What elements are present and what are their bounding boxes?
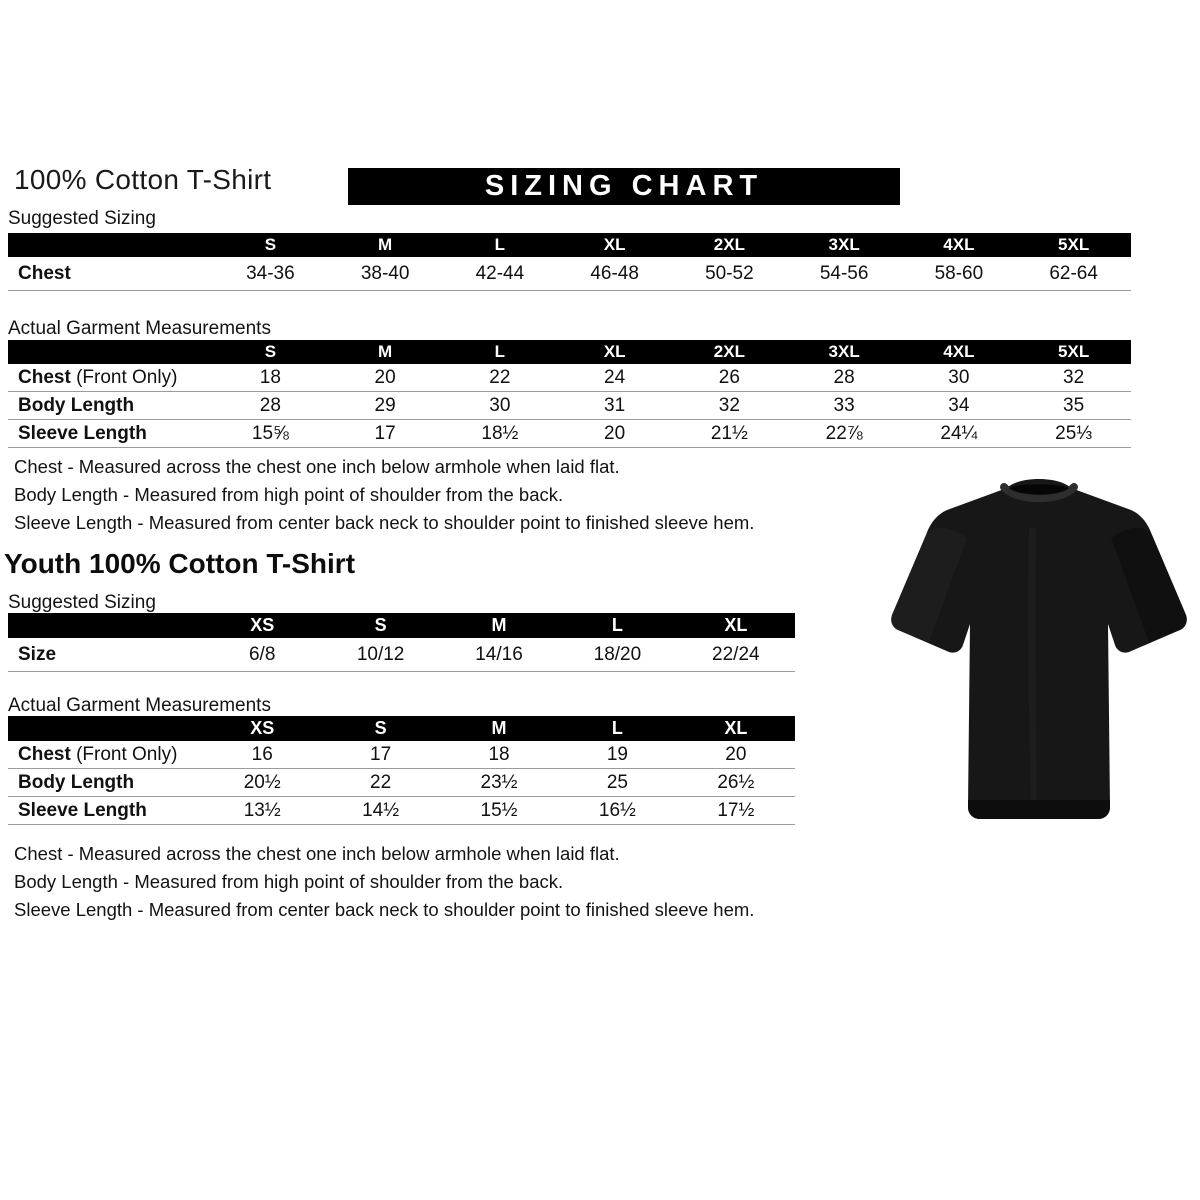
black-tshirt-image — [878, 468, 1200, 836]
value-cell: 18 — [259, 366, 281, 388]
value-cell: 17½ — [717, 799, 755, 821]
header-cell: 5XL — [1058, 235, 1090, 254]
value-cell: 31 — [604, 394, 626, 416]
value-cell: 17 — [370, 743, 392, 765]
value-cell: 30 — [489, 394, 511, 416]
youth-actual-label: Actual Garment Measurements — [8, 695, 271, 716]
header-cell: S — [374, 615, 387, 635]
table-row — [8, 257, 1131, 291]
table-row — [8, 420, 1131, 448]
row-label: Body Length — [18, 394, 135, 416]
row-label-cell — [8, 367, 213, 389]
row-label-cell — [8, 395, 213, 417]
value-cell: 15½ — [480, 799, 518, 821]
row-label: Sleeve Length — [18, 799, 147, 821]
header-cell: L — [611, 718, 623, 738]
header-cell: 3XL — [828, 235, 860, 254]
table-header-row — [8, 233, 1131, 257]
adult-note-chest: Chest - Measured across the chest one inch below armhole when laid flat. — [14, 456, 620, 477]
value-cell: 38-40 — [360, 262, 410, 284]
value-cell: 10/12 — [356, 643, 405, 665]
value-cell: 20 — [725, 743, 747, 765]
value-cell: 19 — [606, 743, 628, 765]
youth-actual-table — [8, 716, 795, 825]
value-cell: 26 — [718, 366, 740, 388]
table-row — [8, 364, 1131, 392]
value-cell: 35 — [1063, 394, 1085, 416]
header-cell: S — [264, 235, 277, 254]
adult-actual-table — [8, 340, 1131, 448]
table-header-row — [8, 716, 795, 741]
value-cell: 25 — [606, 771, 628, 793]
header-cell: M — [378, 342, 393, 361]
header-cell: 2XL — [713, 342, 745, 361]
value-cell: 54-56 — [819, 262, 869, 284]
value-cell: 50-52 — [705, 262, 754, 284]
value-cell: 15⅝ — [251, 422, 289, 444]
value-cell: 22 — [489, 366, 511, 388]
value-cell: 25⅓ — [1055, 422, 1093, 444]
row-label-cell — [8, 800, 203, 822]
table-row — [8, 769, 795, 797]
value-cell: 20 — [604, 422, 626, 444]
row-label-suffix: (Front Only) — [70, 743, 178, 765]
value-cell: 16 — [251, 743, 273, 765]
header-cell: 4XL — [943, 235, 975, 254]
header-cell: S — [264, 342, 277, 361]
row-label: Body Length — [18, 771, 135, 793]
table-header-row — [8, 340, 1131, 364]
value-cell: 42-44 — [475, 262, 525, 284]
value-cell: 62-64 — [1049, 262, 1098, 284]
row-label-cell — [8, 644, 203, 666]
value-cell: 17 — [374, 422, 396, 444]
value-cell: 32 — [718, 394, 740, 416]
row-label: Chest — [18, 366, 71, 388]
value-cell: 21½ — [710, 422, 748, 444]
header-cell: S — [374, 718, 387, 738]
header-cell: 5XL — [1058, 342, 1090, 361]
youth-title: Youth 100% Cotton T-Shirt — [4, 548, 356, 579]
value-cell: 24¼ — [940, 422, 978, 444]
header-cell: XL — [603, 342, 626, 361]
table-row — [8, 638, 795, 672]
header-cell: 4XL — [943, 342, 975, 361]
adult-actual-label: Actual Garment Measurements — [8, 318, 271, 339]
value-cell: 14½ — [362, 799, 400, 821]
header-cell: XS — [250, 718, 275, 738]
row-label: Chest — [18, 743, 71, 765]
value-cell: 20 — [374, 366, 396, 388]
row-label: Chest — [18, 262, 71, 284]
header-cell: L — [611, 615, 623, 635]
tshirt-hem-shade — [968, 800, 1110, 819]
value-cell: 34 — [948, 394, 970, 416]
row-label: Sleeve Length — [18, 422, 147, 444]
value-cell: 22/24 — [712, 643, 760, 665]
value-cell: 18 — [488, 743, 510, 765]
adult-note-sleeve-length: Sleeve Length - Measured from center back neck to shoulder point to finished sleeve hem. — [14, 512, 755, 533]
adult-suggested-label: Suggested Sizing — [8, 208, 156, 229]
youth-note-sleeve-length: Sleeve Length - Measured from center back neck to shoulder point to finished sleeve hem. — [14, 899, 755, 920]
youth-note-chest: Chest - Measured across the chest one inch below armhole when laid flat. — [14, 843, 620, 864]
value-cell: 29 — [374, 394, 396, 416]
table-row — [8, 392, 1131, 420]
row-label-cell — [8, 744, 203, 766]
adult-suggested-table — [8, 233, 1131, 291]
value-cell: 34-36 — [246, 262, 295, 284]
row-label-cell — [8, 772, 203, 794]
header-cell: XL — [724, 718, 748, 738]
value-cell: 22⅞ — [825, 422, 863, 444]
sizing-chart-banner — [348, 168, 900, 205]
row-label-suffix: (Front Only) — [70, 366, 178, 388]
header-cell: M — [491, 718, 507, 738]
adult-title: 100% Cotton T-Shirt — [14, 164, 272, 195]
value-cell: 58-60 — [934, 262, 984, 284]
value-cell: 13½ — [243, 799, 281, 821]
youth-suggested-label: Suggested Sizing — [8, 592, 156, 613]
table-row — [8, 797, 795, 825]
value-cell: 32 — [1063, 366, 1085, 388]
value-cell: 20½ — [243, 771, 281, 793]
header-cell: XL — [603, 235, 626, 254]
value-cell: 6/8 — [248, 643, 276, 665]
value-cell: 33 — [833, 394, 855, 416]
row-label-cell — [8, 263, 213, 285]
value-cell: 16½ — [598, 799, 636, 821]
value-cell: 30 — [948, 366, 970, 388]
header-cell: L — [494, 342, 506, 361]
header-cell: M — [378, 235, 393, 254]
row-label-cell — [8, 423, 213, 445]
youth-note-body-length: Body Length - Measured from high point of shoulder from the back. — [14, 871, 564, 892]
header-cell: M — [491, 615, 507, 635]
table-header-row — [8, 613, 795, 638]
header-cell: XL — [724, 615, 748, 635]
table-row — [8, 741, 795, 769]
value-cell: 18/20 — [593, 643, 642, 665]
header-cell: L — [494, 235, 506, 254]
value-cell: 26½ — [717, 771, 755, 793]
value-cell: 23½ — [480, 771, 518, 793]
youth-suggested-table — [8, 613, 795, 672]
value-cell: 28 — [833, 366, 855, 388]
header-cell: 3XL — [828, 342, 860, 361]
value-cell: 14/16 — [475, 643, 523, 665]
value-cell: 24 — [604, 366, 626, 388]
banner-text: SIZING CHART — [484, 170, 764, 202]
row-label: Size — [18, 643, 57, 665]
header-cell: 2XL — [713, 235, 745, 254]
value-cell: 28 — [259, 394, 281, 416]
header-cell: XS — [250, 615, 275, 635]
value-cell: 22 — [370, 771, 392, 793]
value-cell: 18½ — [481, 422, 519, 444]
value-cell: 46-48 — [590, 262, 639, 284]
adult-note-body-length: Body Length - Measured from high point of shoulder from the back. — [14, 484, 564, 505]
